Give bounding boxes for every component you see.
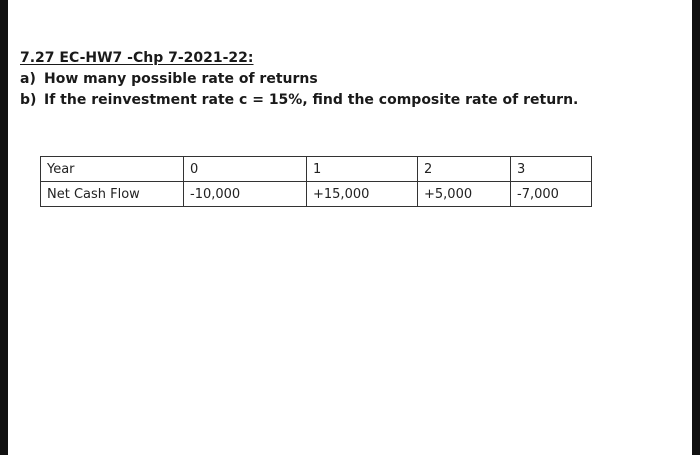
cash-flow-table bbox=[40, 156, 592, 207]
table-row-year bbox=[41, 157, 592, 182]
table-cell: -10,000 bbox=[184, 182, 307, 207]
table-cell: 0 bbox=[184, 157, 307, 182]
table-cell: +15,000 bbox=[307, 182, 418, 207]
table-cell: 2 bbox=[418, 157, 511, 182]
document-page bbox=[8, 0, 692, 455]
question-a-marker: a) bbox=[20, 71, 36, 87]
row-label-year: Year bbox=[41, 157, 184, 182]
table-cell: 1 bbox=[307, 157, 418, 182]
question-b-text: If the reinvestment rate c = 15%, find the composite rate of return. bbox=[44, 92, 579, 108]
question-b-marker: b) bbox=[20, 92, 37, 108]
row-label-net-cash-flow: Net Cash Flow bbox=[41, 182, 184, 207]
question-b bbox=[20, 90, 578, 111]
problem-title: 7.27 EC-HW7 -Chp 7-2021-22: bbox=[20, 50, 254, 66]
table-row-net-cash-flow bbox=[41, 182, 592, 207]
question-a-text: How many possible rate of returns bbox=[44, 71, 318, 87]
table-cell: -7,000 bbox=[511, 182, 592, 207]
problem-statement bbox=[20, 48, 578, 111]
table-cell: 3 bbox=[511, 157, 592, 182]
question-a bbox=[20, 69, 578, 90]
table-cell: +5,000 bbox=[418, 182, 511, 207]
